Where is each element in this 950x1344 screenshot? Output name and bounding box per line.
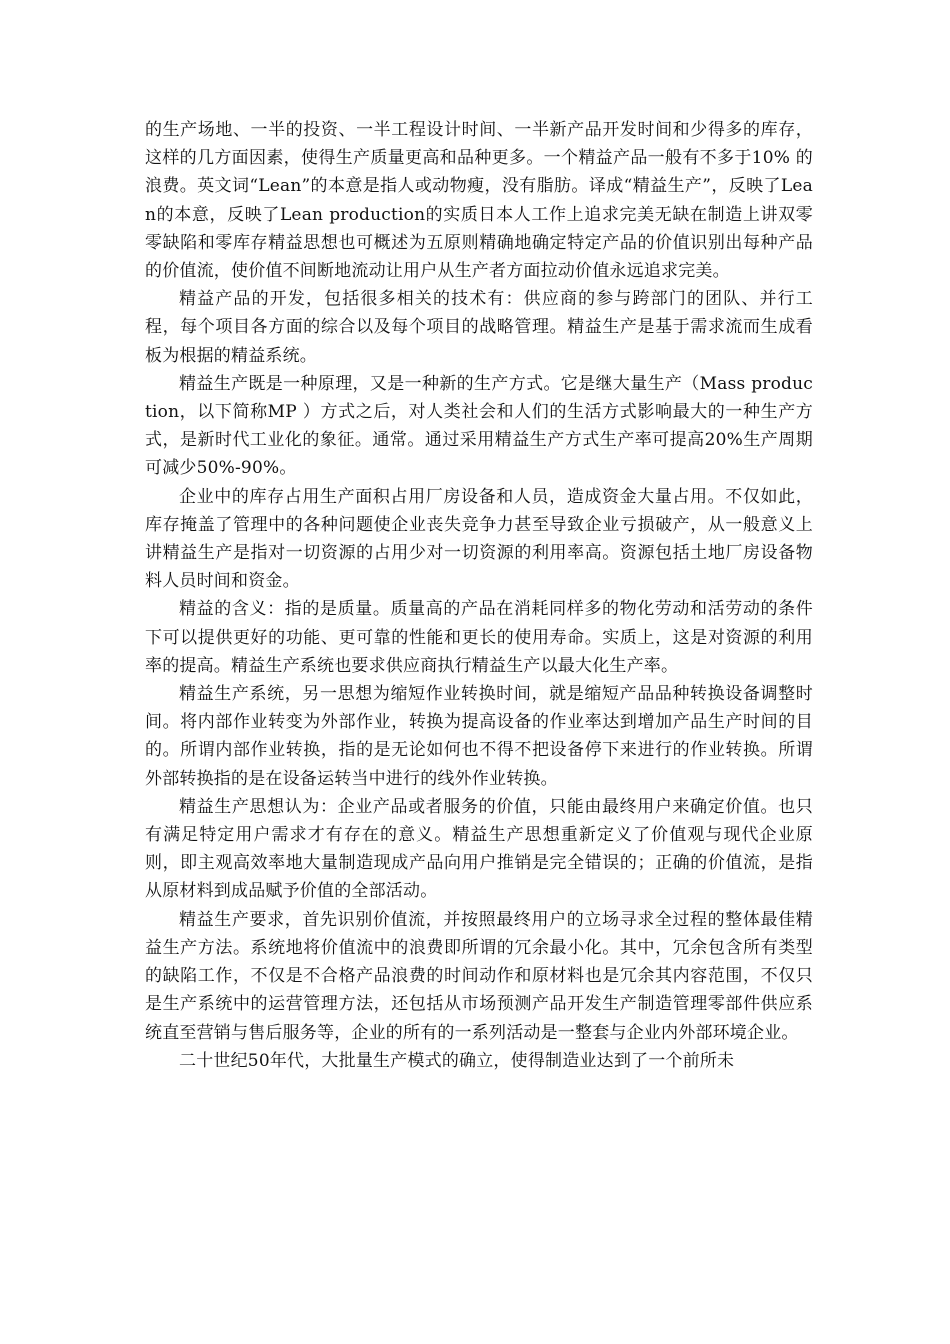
paragraph-1: 的生产场地、一半的投资、一半工程设计时间、一半新产品开发时间和少得多的库存，这样的几方面因素，使得生产质量更高和品种更多。一个精益产品一般有不多于10% 的浪费。英文词“Lean”的本意是指人或动物瘦，没有脂肪。译成“精益生产”，反映了Lean的本意，反映了Lean production的实质日本人工作上追求完美无缺在制造上讲双零零缺陷和零库存精益思想也可概述为五原则精确地确定特定产品的价值识别出每种产品的价值流，使价值不间断地流动让用户从生产者方面拉动价值永远追求完美。	[145, 120, 813, 282]
paragraph-9: 二十世纪50年代，大批量生产模式的确立，使得制造业达到了一个前所未	[179, 1050, 735, 1071]
paragraph-8: 精益生产要求，首先识别价值流，并按照最终用户的立场寻求全过程的整体最佳精益生产方法。系统地将价值流中的浪费即所谓的冗余最小化。其中，冗余包含所有类型的缺陷工作，不仅是不合格产品浪费的时间动作和原材料也是冗余其内容范围，不仅只是生产系统中的运营管理方法，还包括从市场预测产品开发生产制造管理零部件供应系统直至营销与售后服务等，企业的所有的一系列活动是一整套与企业内外部环境企业。	[145, 909, 813, 1043]
document-page	[145, 116, 813, 1075]
paragraph-3: 精益生产既是一种原理，又是一种新的生产方式。它是继大量生产（Mass production，以下简称MP ）方式之后，对人类社会和人们的生活方式影响最大的一种生产方式，是新时代工业化的象征。通常。通过采用精益生产方式生产率可提高20%生产周期可减少50%-90%。	[145, 373, 813, 479]
paragraph-2: 精益产品的开发，包括很多相关的技术有：供应商的参与跨部门的团队、并行工程，每个项目各方面的综合以及每个项目的战略管理。精益生产是基于需求流而生成看板为根据的精益系统。	[145, 289, 813, 366]
paragraph-4: 企业中的库存占用生产面积占用厂房设备和人员，造成资金大量占用。不仅如此，库存掩盖了管理中的各种问题使企业丧失竞争力甚至导致企业亏损破产，从一般意义上讲精益生产是指对一切资源的占用少对一切资源的利用率高。资源包括土地厂房设备物料人员时间和资金。	[145, 486, 813, 592]
paragraph-5: 精益的含义：指的是质量。质量高的产品在消耗同样多的物化劳动和活劳动的条件下可以提供更好的功能、更可靠的性能和更长的使用寿命。实质上，这是对资源的利用率的提高。精益生产系统也要求供应商执行精益生产以最大化生产率。	[145, 599, 813, 676]
paragraph-6: 精益生产系统，另一思想为缩短作业转换时间，就是缩短产品品种转换设备调整时间。将内部作业转变为外部作业，转换为提高设备的作业率达到增加产品生产时间的目的。所谓内部作业转换，指的是无论如何也不得不把设备停下来进行的作业转换。所谓外部转换指的是在设备运转当中进行的线外作业转换。	[145, 684, 813, 789]
paragraph-7: 精益生产思想认为：企业产品或者服务的价值，只能由最终用户来确定价值。也只有满足特定用户需求才有存在的意义。精益生产思想重新定义了价值观与现代企业原则，即主观高效率地大量制造现成产品向用户推销是完全错误的；正确的价值流，是指从原材料到成品赋予价值的全部活动。	[145, 796, 813, 902]
